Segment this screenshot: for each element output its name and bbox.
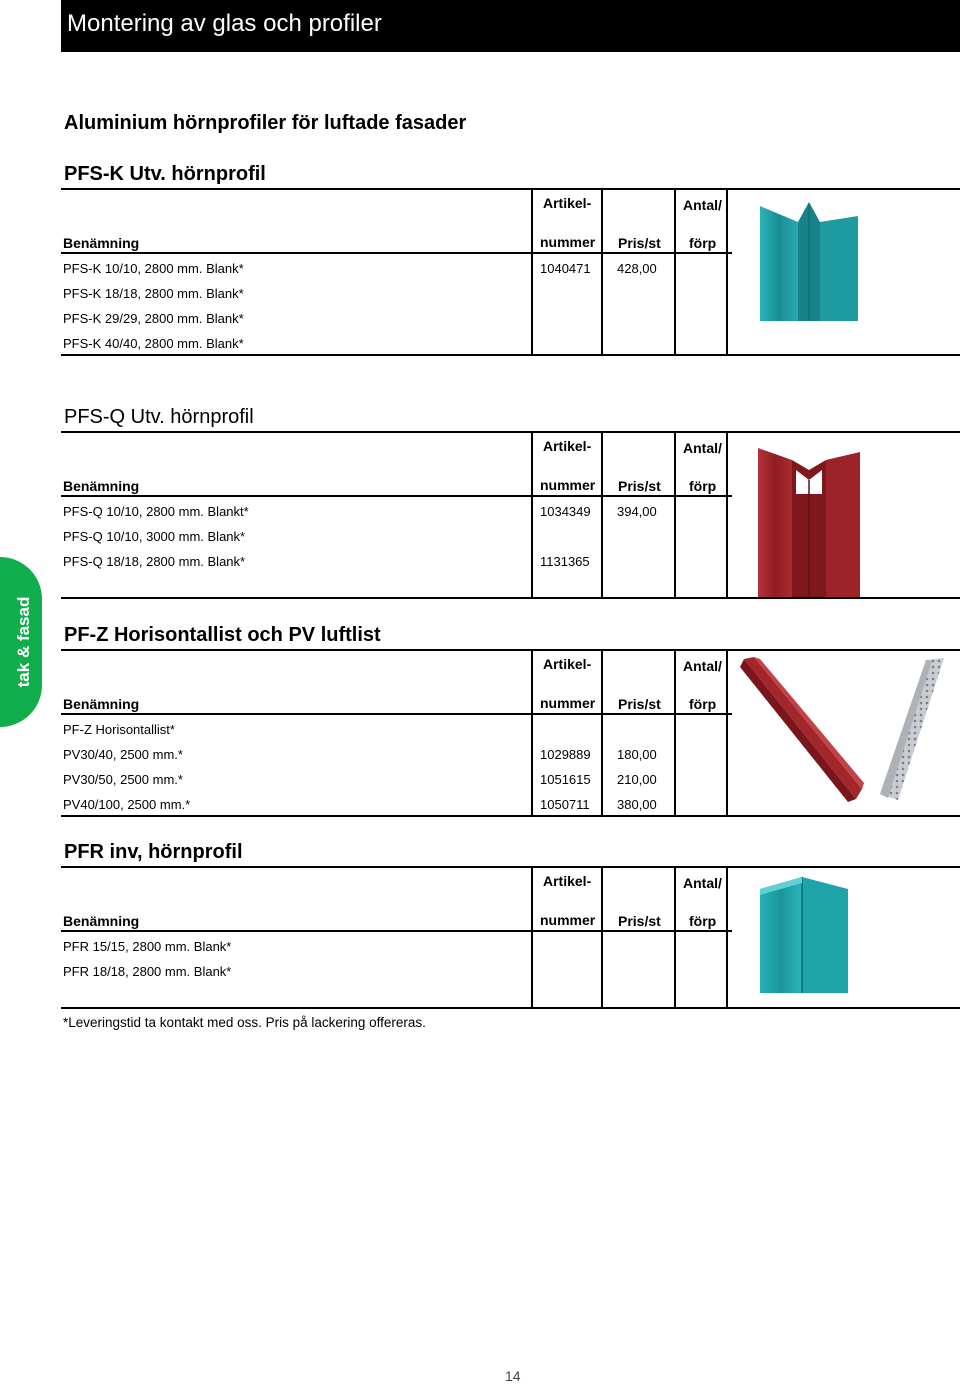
section-pfs-k [0, 163, 960, 358]
row-name: PV30/40, 2500 mm.* [63, 747, 183, 762]
row-name: PFS-Q 10/10, 2800 mm. Blankt* [63, 504, 249, 519]
column-header-name: Benämning [63, 235, 140, 251]
column-divider [726, 433, 728, 597]
row-article: 1034349 [540, 504, 591, 519]
main-title: Aluminium hörnprofiler för luftade fasader [64, 112, 467, 134]
row-name: PFS-K 40/40, 2800 mm. Blank* [63, 336, 244, 351]
row-name: PFS-Q 18/18, 2800 mm. Blank* [63, 554, 246, 569]
row-article: 1051615 [540, 772, 591, 787]
column-divider [601, 433, 603, 597]
column-header-qty-bottom: förp [689, 235, 717, 251]
row-article: 1131365 [540, 554, 590, 569]
column-header-article-top: Artikel- [543, 656, 592, 672]
column-header-qty-bottom: förp [689, 913, 717, 929]
header-title: Montering av glas och profiler [67, 10, 382, 37]
page-number: 14 [505, 1368, 521, 1384]
column-divider [674, 190, 676, 354]
row-price: 180,00 [617, 747, 657, 762]
row-article: 1029889 [540, 747, 591, 762]
side-tab-label: tak & fasad [14, 596, 33, 688]
row-name: PFS-K 18/18, 2800 mm. Blank* [63, 286, 244, 301]
column-divider [726, 651, 728, 815]
column-divider [531, 433, 533, 597]
column-divider [601, 868, 603, 1008]
row-name: PV30/50, 2500 mm.* [63, 772, 183, 787]
column-divider [674, 868, 676, 1008]
red-corner-profile-image [756, 444, 862, 597]
header-bar [61, 0, 960, 52]
column-header-qty-top: Antal/ [683, 440, 722, 456]
column-header-qty-top: Antal/ [683, 875, 722, 891]
section-title: PFS-Q Utv. hörnprofil [64, 406, 254, 428]
divider [61, 431, 960, 433]
column-header-price: Pris/st [618, 235, 661, 251]
column-header-qty-top: Antal/ [683, 197, 722, 213]
perforated-ventilation-strip-image [876, 658, 946, 802]
row-name: PF-Z Horisontallist* [63, 722, 175, 737]
footnote: *Leveringstid ta kontakt med oss. Pris på lackering offereras. [63, 1015, 426, 1030]
divider [61, 815, 960, 817]
row-price: 394,00 [617, 504, 657, 519]
column-divider [674, 651, 676, 815]
divider [61, 188, 960, 190]
column-header-article-bottom: nummer [540, 912, 596, 928]
row-name: PFS-Q 10/10, 3000 mm. Blank* [63, 529, 246, 544]
column-header-price: Pris/st [618, 913, 661, 929]
row-name: PFS-K 10/10, 2800 mm. Blank* [63, 261, 244, 276]
divider [61, 866, 960, 868]
row-article: 1050711 [540, 797, 590, 812]
divider [61, 649, 960, 651]
column-divider [601, 190, 603, 354]
section-title: PF-Z Horisontallist och PV luftlist [64, 624, 381, 646]
column-header-name: Benämning [63, 696, 140, 712]
column-header-qty-top: Antal/ [683, 658, 722, 674]
section-pf-z-pv [0, 624, 960, 819]
column-header-article-bottom: nummer [540, 234, 596, 250]
column-header-price: Pris/st [618, 696, 661, 712]
divider [61, 1007, 960, 1009]
column-divider [531, 651, 533, 815]
row-name: PFR 15/15, 2800 mm. Blank* [63, 939, 232, 954]
column-header-article-top: Artikel- [543, 438, 592, 454]
divider [61, 354, 960, 356]
column-divider [726, 868, 728, 1008]
section-pfr [0, 841, 960, 1011]
section-title: PFR inv, hörnprofil [64, 841, 243, 863]
row-article: 1040471 [540, 261, 591, 276]
column-header-article-top: Artikel- [543, 873, 592, 889]
red-horizontal-strip-image [740, 657, 865, 802]
row-name: PFS-K 29/29, 2800 mm. Blank* [63, 311, 244, 326]
divider [61, 495, 732, 497]
section-title: PFS-K Utv. hörnprofil [64, 163, 266, 185]
column-header-name: Benämning [63, 478, 140, 494]
divider [61, 713, 732, 715]
column-divider [674, 433, 676, 597]
column-divider [726, 190, 728, 354]
column-header-price: Pris/st [618, 478, 661, 494]
divider [61, 930, 732, 932]
teal-inverted-corner-profile-image [758, 875, 850, 995]
column-header-article-bottom: nummer [540, 695, 596, 711]
column-divider [531, 190, 533, 354]
divider [61, 597, 960, 599]
column-divider [601, 651, 603, 815]
row-name: PFR 18/18, 2800 mm. Blank* [63, 964, 232, 979]
section-pfs-q [0, 406, 960, 601]
row-price: 210,00 [617, 772, 657, 787]
teal-corner-profile-image [758, 198, 860, 323]
column-header-qty-bottom: förp [689, 478, 717, 494]
column-header-article-bottom: nummer [540, 477, 596, 493]
column-header-qty-bottom: förp [689, 696, 717, 712]
divider [61, 252, 732, 254]
column-header-name: Benämning [63, 913, 140, 929]
column-divider [531, 868, 533, 1008]
row-price: 428,00 [617, 261, 657, 276]
row-name: PV40/100, 2500 mm.* [63, 797, 191, 812]
row-price: 380,00 [617, 797, 657, 812]
column-header-article-top: Artikel- [543, 195, 592, 211]
